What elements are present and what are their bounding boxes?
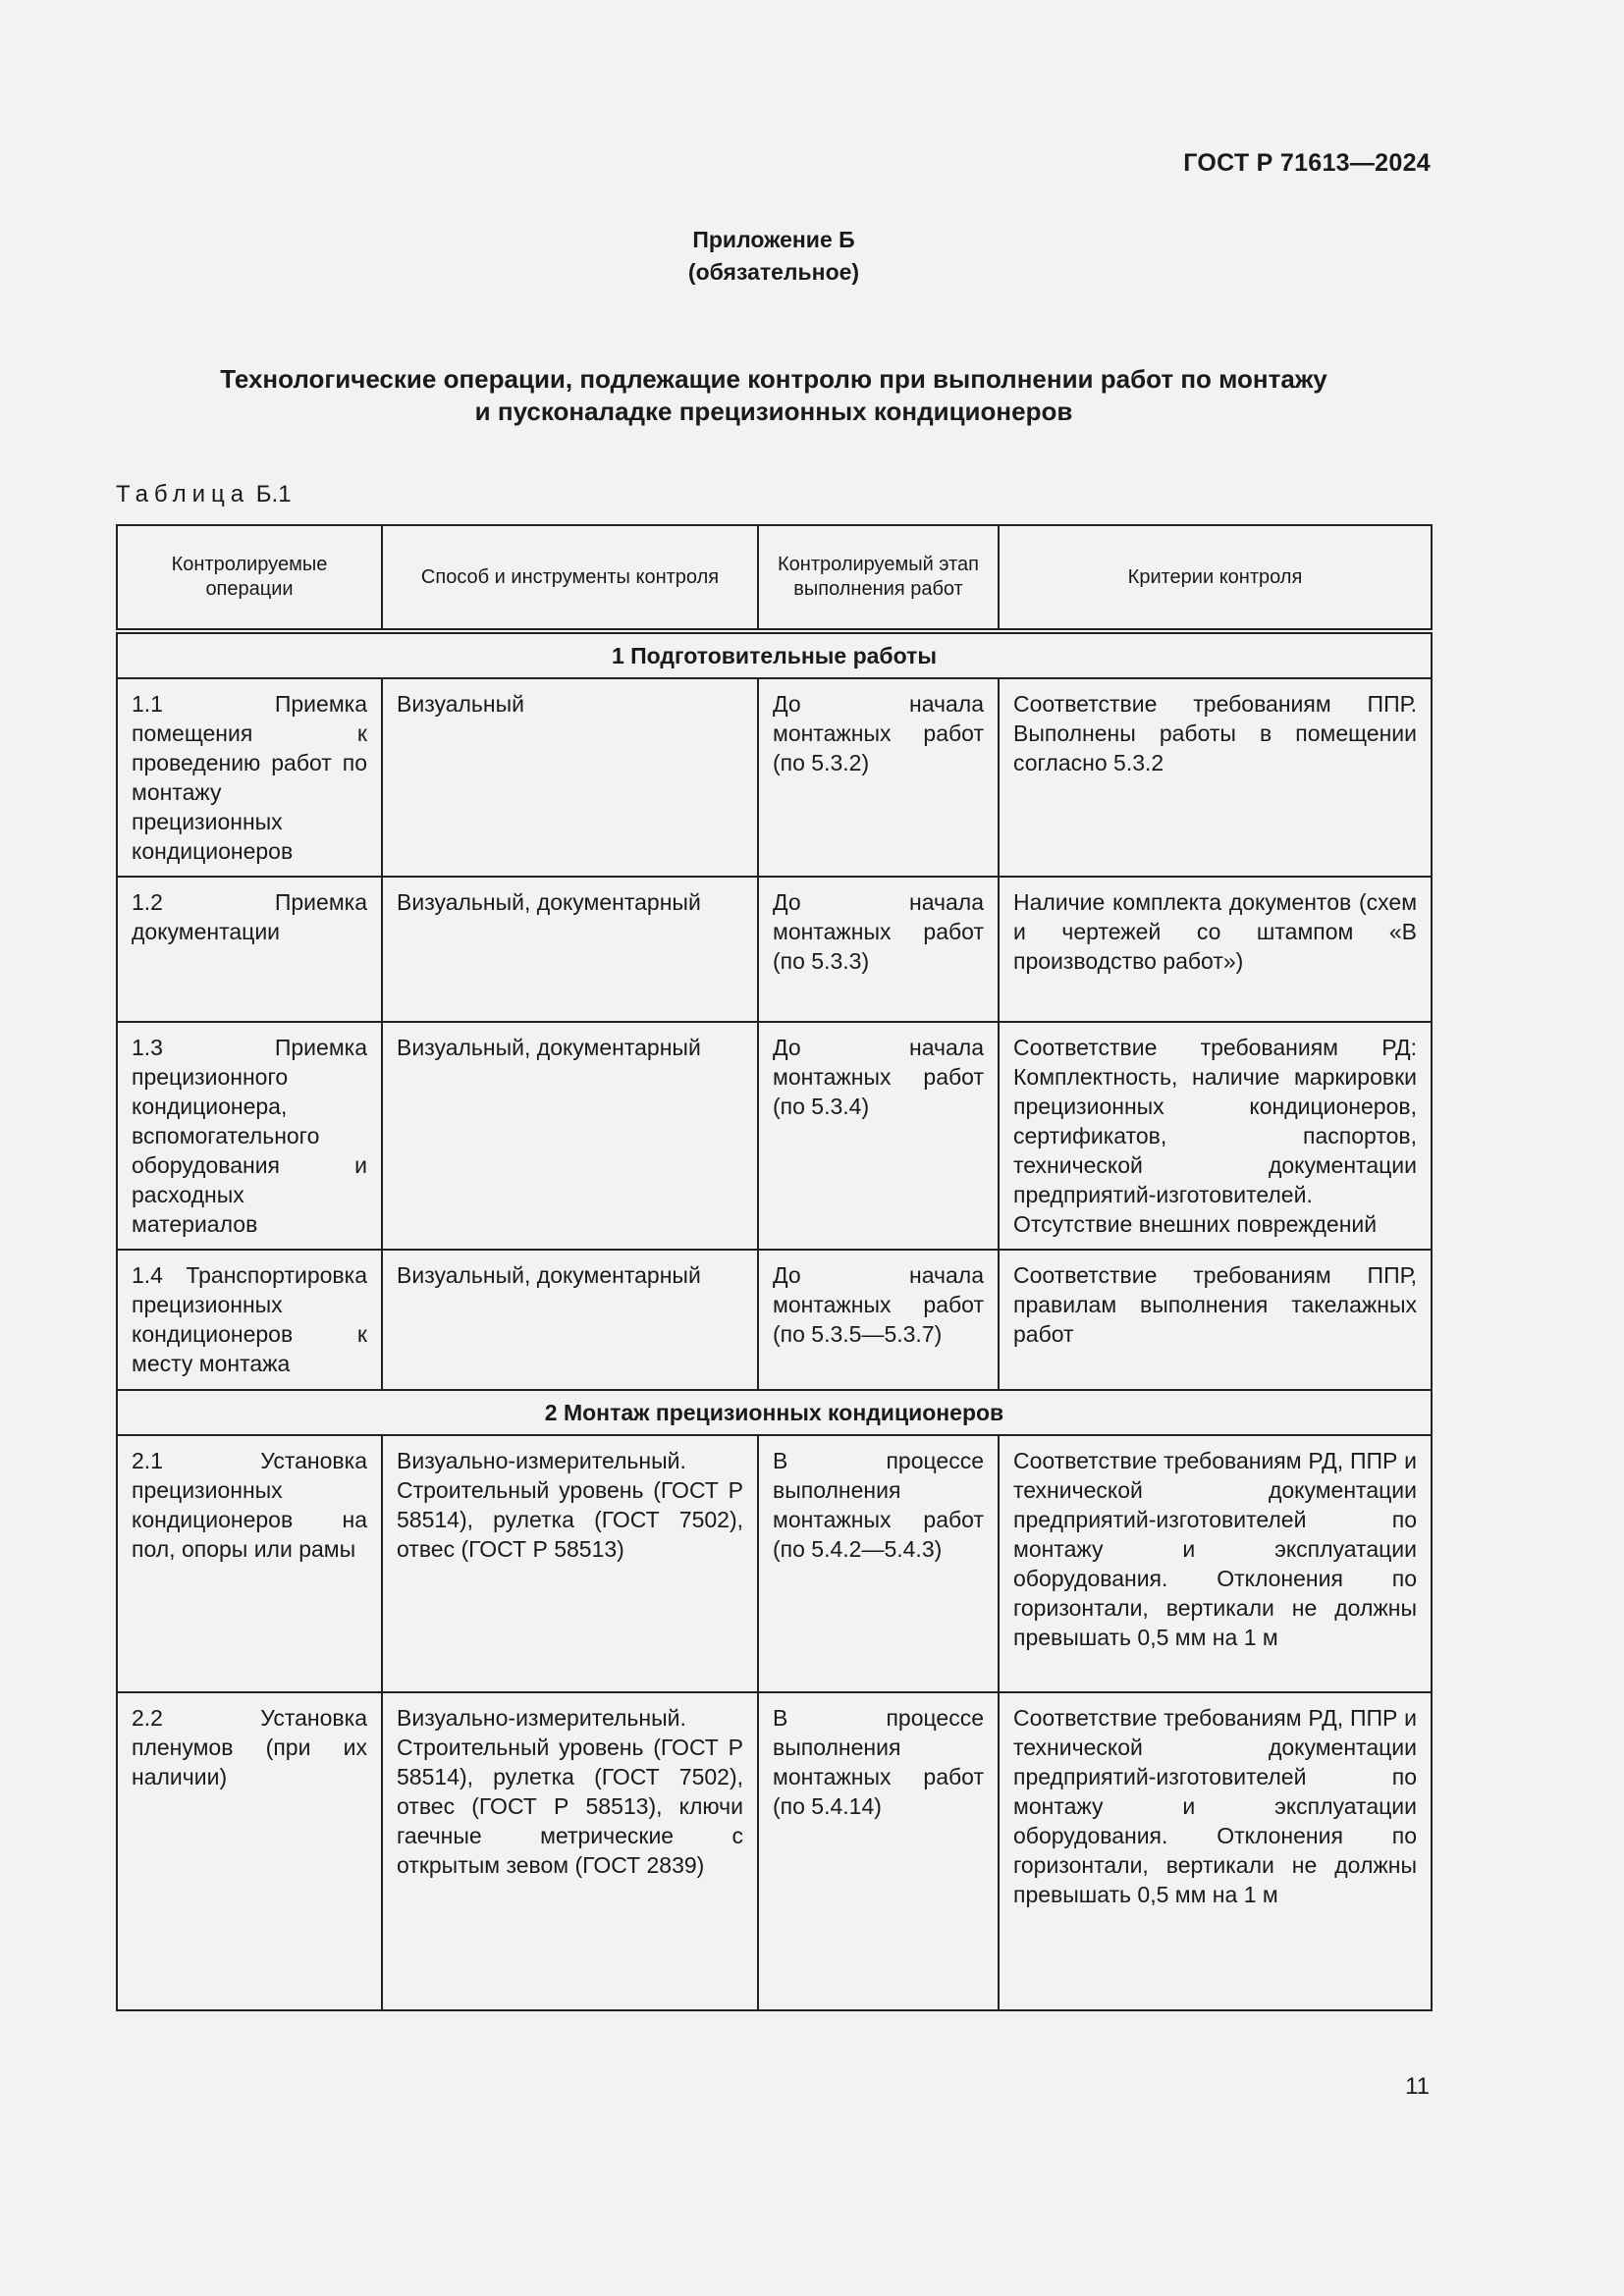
cell-criteria: Соответствие требованиям ППР, правилам выполнения такелажных работ (999, 1250, 1432, 1390)
column-header-operations: Контролируемые операции (117, 525, 382, 631)
table-label-word: Таблица (116, 481, 250, 507)
document-title (116, 363, 1432, 428)
table-label (116, 481, 292, 508)
title-line-1: Технологические операции, подлежащие контролю при выполнении работ по монтажу (220, 364, 1327, 394)
cell-operation: 1.2 Приемка документации (117, 877, 382, 1022)
cell-operation: 2.2 Установка пленумов (при их наличии) (117, 1692, 382, 2010)
document-code: ГОСТ Р 71613—2024 (1183, 149, 1431, 177)
table-row (117, 877, 1432, 1022)
table-row (117, 1435, 1432, 1692)
appendix-title: Приложение Б (692, 227, 855, 252)
cell-stage: В процессе выполнения монтажных работ (по 5.4.2—5.4.3) (758, 1435, 999, 1692)
cell-method: Визуальный, документарный (382, 877, 758, 1022)
appendix-heading (0, 224, 1547, 289)
section-row (117, 631, 1432, 678)
table-row (117, 678, 1432, 877)
cell-operation: 1.4 Транспортировка прецизионных кондиционеров к месту монтажа (117, 1250, 382, 1390)
cell-criteria: Наличие комплекта документов (схем и чертежей со штампом «В производство работ») (999, 877, 1432, 1022)
column-header-criteria: Критерии контроля (999, 525, 1432, 631)
column-header-stage: Контролируемый этап выполнения работ (758, 525, 999, 631)
section-row (117, 1390, 1432, 1435)
cell-operation: 1.1 Приемка помещения к проведению работ по монтажу прецизионных кондиционеров (117, 678, 382, 877)
cell-criteria: Соответствие требованиям РД, ППР и технической документации предприятий-изготовителей по монтажу и эксплуатации оборудования. Отклонения по горизонтали, вертикали не должны превышать 0,5 мм на 1 м (999, 1435, 1432, 1692)
section-title-installation: 2 Монтаж прецизионных кондиционеров (117, 1390, 1432, 1435)
cell-method: Визуальный, документарный (382, 1022, 758, 1250)
cell-criteria: Соответствие требованиям РД, ППР и технической документации предприятий-изготовителей по монтажу и эксплуатации оборудования. Отклонения по горизонтали, вертикали не должны превышать 0,5 мм на 1 м (999, 1692, 1432, 2010)
title-line-2: и пусконаладке прецизионных кондиционеров (474, 397, 1073, 426)
cell-method: Визуальный, документарный (382, 1250, 758, 1390)
cell-operation: 2.1 Установка прецизионных кондиционеров на пол, опоры или рамы (117, 1435, 382, 1692)
control-table (116, 524, 1433, 2011)
table-header-row (117, 525, 1432, 631)
appendix-subtitle: (обязательное) (687, 259, 860, 285)
cell-operation: 1.3 Приемка прецизионного кондиционера, вспомогательного оборудования и расходных материалов (117, 1022, 382, 1250)
cell-criteria: Соответствие требованиям ППР. Выполнены работы в помещении согласно 5.3.2 (999, 678, 1432, 877)
section-title-preparatory: 1 Подготовительные работы (117, 631, 1432, 678)
table-row (117, 1250, 1432, 1390)
cell-stage: В процессе выполнения монтажных работ (по 5.4.14) (758, 1692, 999, 2010)
cell-stage: До начала монтажных работ (по 5.3.4) (758, 1022, 999, 1250)
cell-method: Визуальный (382, 678, 758, 877)
cell-stage: До начала монтажных работ (по 5.3.3) (758, 877, 999, 1022)
column-header-method: Способ и инструменты контроля (382, 525, 758, 631)
table-row (117, 1692, 1432, 2010)
cell-stage: До начала монтажных работ (по 5.3.2) (758, 678, 999, 877)
cell-stage: До начала монтажных работ (по 5.3.5—5.3.7) (758, 1250, 999, 1390)
table-row (117, 1022, 1432, 1250)
table-label-number: Б.1 (255, 481, 292, 507)
cell-method: Визуально-измерительный. Строительный уровень (ГОСТ Р 58514), рулетка (ГОСТ 7502), отвес (ГОСТ Р 58513) (382, 1435, 758, 1692)
page-number: 11 (1405, 2073, 1430, 2100)
cell-criteria: Соответствие требованиям РД: Комплектность, наличие маркировки прецизионных кондиционеров, сертификатов, паспортов, технической документации предприятий-изготовителей. Отсутствие внешних повреждений (999, 1022, 1432, 1250)
cell-method: Визуально-измерительный. Строительный уровень (ГОСТ Р 58514), рулетка (ГОСТ 7502), отвес (ГОСТ Р 58513), ключи гаечные метрические с открытым зевом (ГОСТ 2839) (382, 1692, 758, 2010)
